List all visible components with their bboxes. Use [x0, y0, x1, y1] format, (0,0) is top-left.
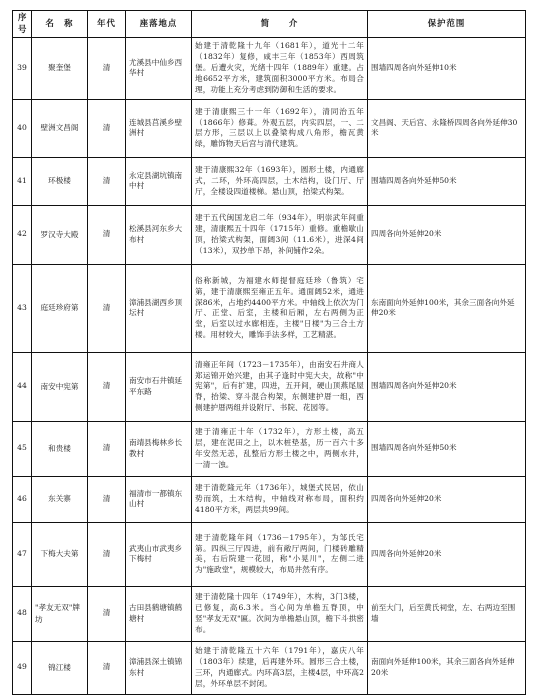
site-description: 建于清乾隆年间（1736－1795年），为邹氏宅第。四纵三厅四进，前有敞厅两间，门楼砖雕精美，右后院建一花园，称"小晃川"，左侧二进为"施政堂"，规模较大，布局井然有序。 [192, 522, 368, 586]
site-name: 环极楼 [32, 157, 88, 205]
site-name: 锦江楼 [32, 641, 88, 694]
table-row [13, 522, 526, 586]
row-number: 45 [13, 421, 32, 476]
header-name: 名 称 [32, 11, 88, 38]
row-number: 46 [13, 476, 32, 522]
site-era: 清 [88, 522, 126, 586]
table-row [13, 586, 526, 641]
table-row [13, 476, 526, 522]
protection-scope: 四周各向外延伸20米 [368, 476, 526, 522]
site-description: 建于清乾隆十四年（1749年），木构，3门3楼，已修复，高6.3米。当心间为单檐五脊顶，中竖"孝友无双"匾。次间为单檐悬山顶，檐下斗拱密布。 [192, 586, 368, 641]
site-era: 清 [88, 352, 126, 421]
site-name: 和贵楼 [32, 421, 88, 476]
row-number: 42 [13, 205, 32, 264]
site-era: 清 [88, 99, 126, 157]
row-number: 47 [13, 522, 32, 586]
row-number: 44 [13, 352, 32, 421]
header-no: 序号 [13, 11, 32, 38]
site-location: 武夷山市武夷乡下梅村 [126, 522, 192, 586]
protection-scope: 文昌阁、天后宫、永隆桥四周各向外延伸30米 [368, 99, 526, 157]
protection-scope: 东南面向外延伸100米，其余三面各向外延伸20米 [368, 264, 526, 352]
header-location: 座落地点 [126, 11, 192, 38]
site-name: 下梅大夫第 [32, 522, 88, 586]
protection-scope: 围墙四周各向外延伸50米 [368, 157, 526, 205]
protection-scope: 前至大门，后至黄氏祠堂，左、右两边至围墙 [368, 586, 526, 641]
protection-scope: 四周各向外延伸20米 [368, 205, 526, 264]
table-row [13, 157, 526, 205]
site-name: 壁洲文昌阁 [32, 99, 88, 157]
site-description: 建于清雍正十年（1732年），方形土楼，高五层，建在泥田之上，以木桩垫基，历一百六十多年安然无恙，乱整后方形土楼之中，两侧水井，一清一浊。 [192, 421, 368, 476]
site-description: 俗称新城，为福建水师提督庭廷珍（鲁筑）宅第，建于清康熙至雍正五年。通面阔52米，通进深86米，占地约4400平方米。中轴线上依次为门厅、正堂、后室，主楼和后厢，左右两侧为正堂，后室以过水廊相连，主楼"日楼"为三合土方楼。用材较大，雕饰手法多样，工艺精湛。 [192, 264, 368, 352]
protection-scope: 围墙四周各向外延伸10米 [368, 37, 526, 99]
row-number: 39 [13, 37, 32, 99]
site-location: 连城县莒溪乡壁洲村 [126, 99, 192, 157]
site-name: 聚奎堡 [32, 37, 88, 99]
header-scope: 保护范围 [368, 11, 526, 38]
site-era: 清 [88, 641, 126, 694]
site-era: 清 [88, 264, 126, 352]
protection-scope: 四周各向外延伸20米 [368, 522, 526, 586]
site-location: 漳浦县深土镇锦东村 [126, 641, 192, 694]
site-era: 清 [88, 421, 126, 476]
site-name: "孝友无双"牌坊 [32, 586, 88, 641]
site-description: 建于清康熙32年（1693年），圆形土楼，内通廊式，二环，外环高四层，土木结构，设门厅、厅厅，全楼设四道楼梯。悬山顶，抬梁式构架。 [192, 157, 368, 205]
site-name: 东关寨 [32, 476, 88, 522]
site-description: 建于清康熙三十一年（1692年），清同治五年（1866年）修葺。外观五层，内实四层，一、二层方形，三层以上以叠梁构成八角形，檐瓦黄绿，雕饰物天后宫与清代建筑。 [192, 99, 368, 157]
row-number: 48 [13, 586, 32, 641]
table-row [13, 641, 526, 694]
site-name: 南安中宪第 [32, 352, 88, 421]
site-era: 清 [88, 37, 126, 99]
site-location: 永定县湖坑镇南中村 [126, 157, 192, 205]
site-description: 始建于清乾隆十九年（1681年），道光十二年（1832年）复修，咸丰三年（1853年）西周筑堡。后遭火灾，光绪十四年（1889年）重建。占地6652平方米，建筑面积3000平方米。布局合理，功能上充分考虑到防御和生活的要求。 [192, 37, 368, 99]
table-row [13, 421, 526, 476]
protection-scope: 南面向外延伸100米，其余三面各向外延伸20米 [368, 641, 526, 694]
site-name: 罗汉寺大殿 [32, 205, 88, 264]
site-location: 尤溪县中仙乡西华村 [126, 37, 192, 99]
protection-scope: 围墙四周各向外延伸20米 [368, 352, 526, 421]
row-number: 49 [13, 641, 32, 694]
site-era: 清 [88, 586, 126, 641]
header-description: 简 介 [192, 11, 368, 38]
site-description: 清雍正年间（1723－1735年），由南安石井商人郑运锦开始兴建，由其子逢时中宪大夫，故称"中宪第"，后有扩建，四进，五开间，硬山顶燕尾屋脊，抬梁、穿斗混合构架，东侧建护厝一组，西侧建护厝两组并设附厅、书院、花园等。 [192, 352, 368, 421]
header-era: 年代 [88, 11, 126, 38]
site-description: 建于清乾隆元年（1736年），城堡式民居，依山势而筑，土木结构，中轴线对称布局，面积约4180平方米，两层共99间。 [192, 476, 368, 522]
table-row [13, 99, 526, 157]
site-location: 南安市石井镇延平东路 [126, 352, 192, 421]
row-number: 40 [13, 99, 32, 157]
site-description: 始建于清乾隆五十六年（1791年），嘉庆八年（1803年）续建，后再建外环。圆形三合土楼，三环，内通廊式。内环高3层，主楼4层，中环高2层，外环单层不封闭。 [192, 641, 368, 694]
site-location: 南靖县梅林乡长教村 [126, 421, 192, 476]
row-number: 41 [13, 157, 32, 205]
table-header-row [13, 11, 526, 38]
protection-scope: 围墙四周各向外延伸50米 [368, 421, 526, 476]
heritage-sites-table [12, 10, 526, 695]
table-row [13, 352, 526, 421]
site-era: 清 [88, 157, 126, 205]
row-number: 43 [13, 264, 32, 352]
site-location: 漳浦县湖西乡顶坛村 [126, 264, 192, 352]
site-name: 庭廷珍府第 [32, 264, 88, 352]
site-location: 福清市一都镇东山村 [126, 476, 192, 522]
table-row [13, 205, 526, 264]
site-location: 松溪县河东乡大布村 [126, 205, 192, 264]
table-row [13, 37, 526, 99]
site-description: 建于五代闽国龙启二年（934年），明崇武年间重建，清康熙五十四年（1715年）重修。重檐歇山顶，抬梁式构架，面阔3间（11.6米），进深4间（13米），双抄单下昂，补间铺作2朵。 [192, 205, 368, 264]
site-era: 清 [88, 476, 126, 522]
site-era: 清 [88, 205, 126, 264]
table-row [13, 264, 526, 352]
site-location: 古田县鹤塘镇鹤塘村 [126, 586, 192, 641]
